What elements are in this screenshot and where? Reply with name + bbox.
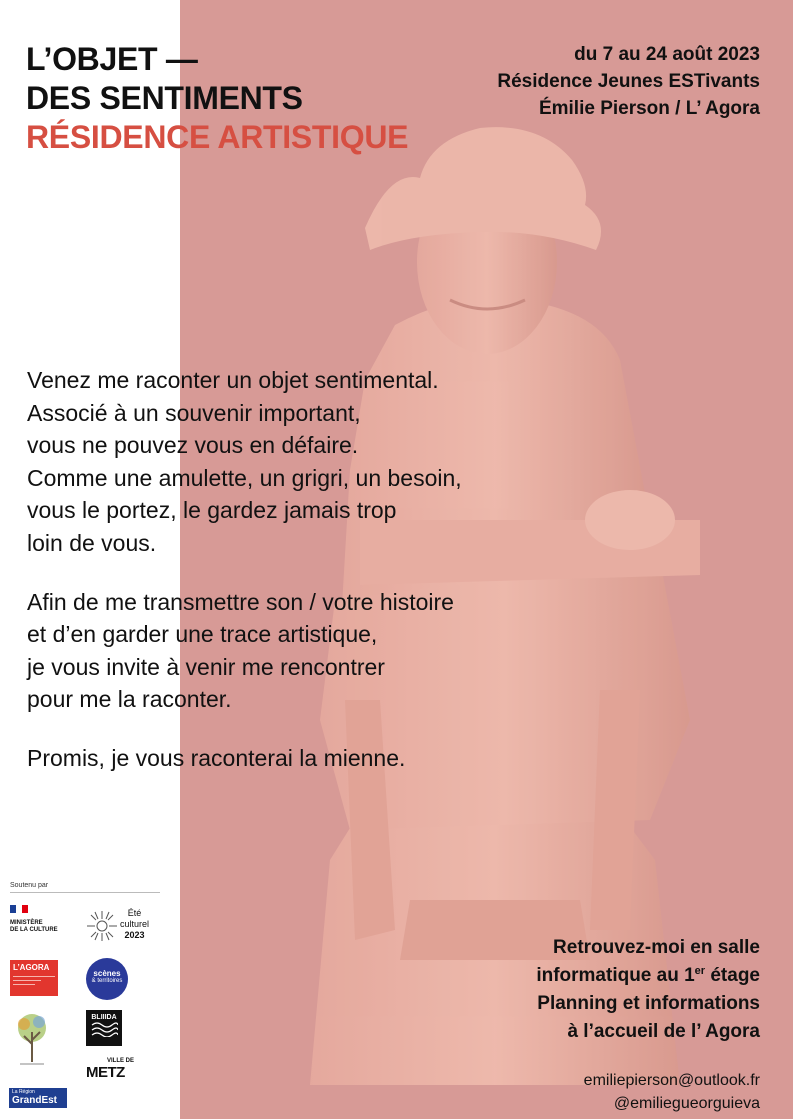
region-small-text: La Région [12, 1089, 35, 1095]
region-grand-est-logo [9, 1088, 67, 1108]
ete-line-3: 2023 [124, 930, 145, 940]
french-flag-icon [10, 905, 28, 913]
subtitle-residence: RÉSIDENCE ARTISTIQUE [26, 119, 409, 155]
poster-title [26, 40, 408, 157]
body-text [27, 364, 462, 801]
bliiida-text: BLIIIDA [91, 1014, 117, 1021]
paragraph-2-line: pour me la raconter. [27, 686, 232, 713]
dates-text: du 7 au 24 août 2023 [574, 44, 760, 65]
contact-block [584, 1069, 760, 1115]
info-line-3: Planning et informations [537, 993, 760, 1014]
title-line-2: DES SENTIMENTS [26, 80, 303, 116]
paragraph-2 [27, 586, 462, 716]
scenes-line-1: scènes [93, 969, 121, 978]
artist-name: Émilie Pierson / L’ Agora [538, 98, 760, 119]
region-text: GrandEst [12, 1095, 58, 1106]
paragraph-2-line: Afin de me transmettre son / votre histoire [27, 588, 454, 615]
scenes-territoires-logo [86, 958, 128, 1000]
tree-icon [12, 1010, 52, 1070]
ministere-line-1: MINISTÈRE [10, 920, 43, 926]
info-block [536, 934, 760, 1046]
paragraph-2-line: et d’en garder une trace artistique, [27, 621, 378, 648]
social-handle: @emiliegueorguieva [613, 1095, 760, 1112]
ete-line-1: Été [127, 908, 142, 918]
metz-logo [84, 1058, 140, 1082]
paragraph-1-line: vous le portez, le gardez jamais trop [27, 497, 397, 524]
tree-logo [12, 1010, 52, 1070]
residence-name: Résidence Jeunes ESTivants [497, 71, 760, 92]
supported-by-divider [10, 892, 160, 893]
title-line-1: L’OBJET — [26, 41, 198, 77]
paragraph-1-line: loin de vous. [27, 529, 157, 556]
paragraph-1 [27, 364, 462, 560]
metz-text: METZ [86, 1064, 125, 1081]
wave-icon [90, 1021, 118, 1037]
agora-logo [10, 960, 58, 996]
paragraph-2-line: je vous invite à venir me rencontrer [27, 653, 385, 680]
scenes-line-2: & territoires [91, 978, 123, 984]
sun-burst-icon [86, 910, 118, 942]
ministere-culture-logo [10, 900, 80, 934]
info-line-2-pre: informatique au 1 [536, 965, 695, 986]
paragraph-1-line: Venez me raconter un objet sentimental. [27, 367, 439, 393]
info-line-2-post: étage [705, 965, 760, 986]
paragraph-1-line: Associé à un souvenir important, [27, 399, 361, 426]
info-line-4: à l’accueil de l’ Agora [567, 1021, 760, 1042]
info-line-1: Retrouvez-moi en salle [553, 937, 760, 958]
paragraph-3-line: Promis, je vous raconterai la mienne. [27, 744, 406, 771]
agora-logo-text: L’AGORA [13, 963, 50, 972]
ordinal-superscript: er [694, 965, 706, 977]
paragraph-1-line: vous ne pouvez vous en défaire. [27, 432, 359, 459]
paragraph-1-line: Comme une amulette, un grigri, un besoin, [27, 464, 462, 491]
ete-culturel-logo [86, 908, 166, 948]
supported-by-label: Soutenu par [10, 882, 49, 889]
paragraph-3 [27, 742, 462, 775]
ete-line-2: culturel [120, 919, 150, 929]
email-address: emiliepierson@outlook.fr [583, 1072, 760, 1089]
ministere-line-2: DE LA CULTURE [10, 927, 58, 933]
info-line-2 [536, 962, 760, 990]
bliiida-logo [86, 1010, 122, 1046]
dates-block [497, 41, 760, 122]
metz-small-text: VILLE DE [106, 1058, 134, 1064]
